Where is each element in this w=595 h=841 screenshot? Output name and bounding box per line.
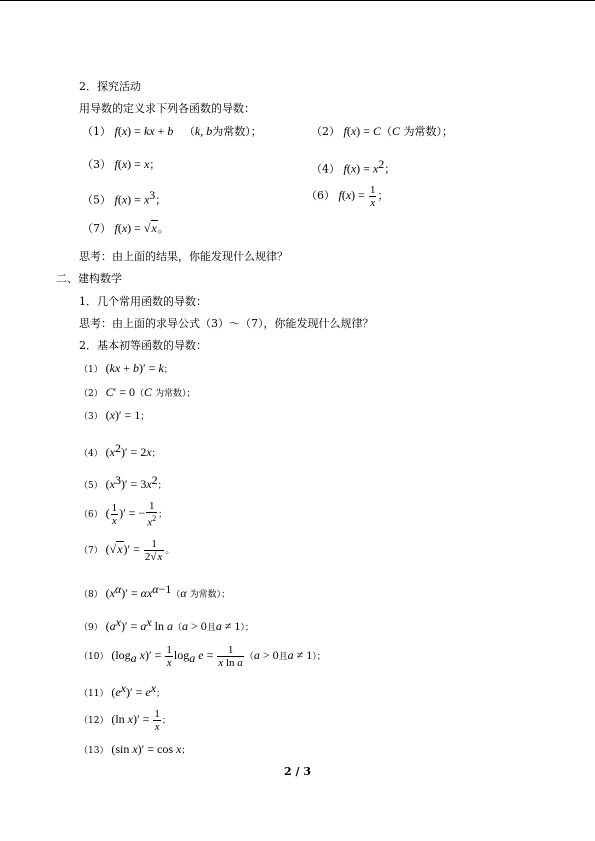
formula-number: （10） xyxy=(79,652,109,662)
exercise-3: （3） f(x) = x； xyxy=(82,157,161,171)
formula-number: （3） xyxy=(79,412,103,422)
exercise-note: 为常数）； xyxy=(403,125,453,138)
exercise-4: （4） $f(x) = x^2$； xyxy=(311,157,396,176)
formula-number: （1） xyxy=(79,365,103,375)
exercise-7: （7） f(x) = √x。 xyxy=(82,221,169,235)
exercise-number: （2） xyxy=(311,125,340,138)
formula-1: （1） (kx + b)′ = k； xyxy=(79,361,173,375)
formula-number: （5） xyxy=(79,481,103,491)
formula-4: （4） $(x^2)' = 2x$； xyxy=(79,441,161,459)
formula-7: （7） (√x)′ = $\frac{1}{2√x}$ 。 xyxy=(79,538,175,563)
formula-note: 为常数）； xyxy=(154,389,196,399)
formula-number: （12） xyxy=(79,716,109,726)
exercise-number: （7） xyxy=(82,222,111,235)
exercise-6: （6） f(x) = $\frac{1}{x}$ ； xyxy=(306,183,389,209)
section-title-exploration: 2．探究活动 xyxy=(79,80,141,93)
exercise-number: （5） xyxy=(82,193,111,207)
formula-number: （9） xyxy=(79,623,103,633)
formula-number: （7） xyxy=(79,546,103,556)
formula-5: （5） $(x^3)' = 3x^2$； xyxy=(79,473,167,491)
formula-3: （3） (x)′ = 1； xyxy=(79,408,150,422)
exercise-number: （4） xyxy=(311,162,340,176)
formula-6: （6） ( $\frac{1}{x}$ )′ = − $\frac{1}{x^2}$ ； xyxy=(79,500,168,529)
instruction-text: 用导数的定义求下列各函数的导数： xyxy=(79,102,255,115)
exercise-1: （1） f(x) = kx + b （k, b为常数）； xyxy=(82,124,262,138)
exercise-number: （6） xyxy=(306,189,335,202)
formula-note: 为常数）； xyxy=(189,590,231,600)
formula-number: （13） xyxy=(79,746,109,756)
formula-number: （2） xyxy=(79,389,103,399)
formula-number: （8） xyxy=(79,590,103,600)
formula-11: （11） $(e^x)' = e^x$； xyxy=(79,681,166,699)
formula-number: （6） xyxy=(79,510,103,520)
exercise-2: （2） f(x) = C（C 为常数）； xyxy=(311,124,453,138)
exercise-5: （5） $f(x) = x^3$； xyxy=(82,188,167,207)
formula-9: （9） $(a^x)' = a^x$ ln a（a > 0且a ≠ 1）； xyxy=(79,615,254,633)
exercise-number: （1） xyxy=(82,125,111,138)
exercise-note: 为常数）； xyxy=(212,125,262,138)
formula-number: （4） xyxy=(79,449,103,459)
think-question-2: 思考：由上面的求导公式（3）～（7），你能发现什么规律？ xyxy=(79,317,374,330)
subsection-2: 2．基本初等函数的导数： xyxy=(79,339,207,352)
exercise-number: （3） xyxy=(82,158,111,171)
top-rule xyxy=(0,0,595,1)
part-title-construct: 二、建构数学 xyxy=(56,272,122,285)
formula-number: （11） xyxy=(79,689,109,699)
formula-12: （12） (ln x)′ = $\frac{1}{x}$ ； xyxy=(79,708,171,733)
formula-2: （2） C′ = 0（C 为常数）； xyxy=(79,385,196,399)
think-question-1: 思考：由上面的结果，你能发现什么规律？ xyxy=(79,250,288,263)
formula-13: （13） (sin x)′ = cos x； xyxy=(79,742,191,756)
formula-8: （8） $(x^\alpha)' = \alpha x^{\alpha-1}(\alpha$ 为常数）； xyxy=(79,582,231,600)
page-number: 2 / 3 xyxy=(284,765,311,778)
subsection-1: 1．几个常用函数的导数： xyxy=(79,295,207,308)
formula-10: （10） ($\log_a$ x)′ = $\frac{1}{x}$ $\log_a e$ = $\frac{1}{\text{x ln a}}$ （a > 0且a ≠ 1）； xyxy=(79,644,326,669)
